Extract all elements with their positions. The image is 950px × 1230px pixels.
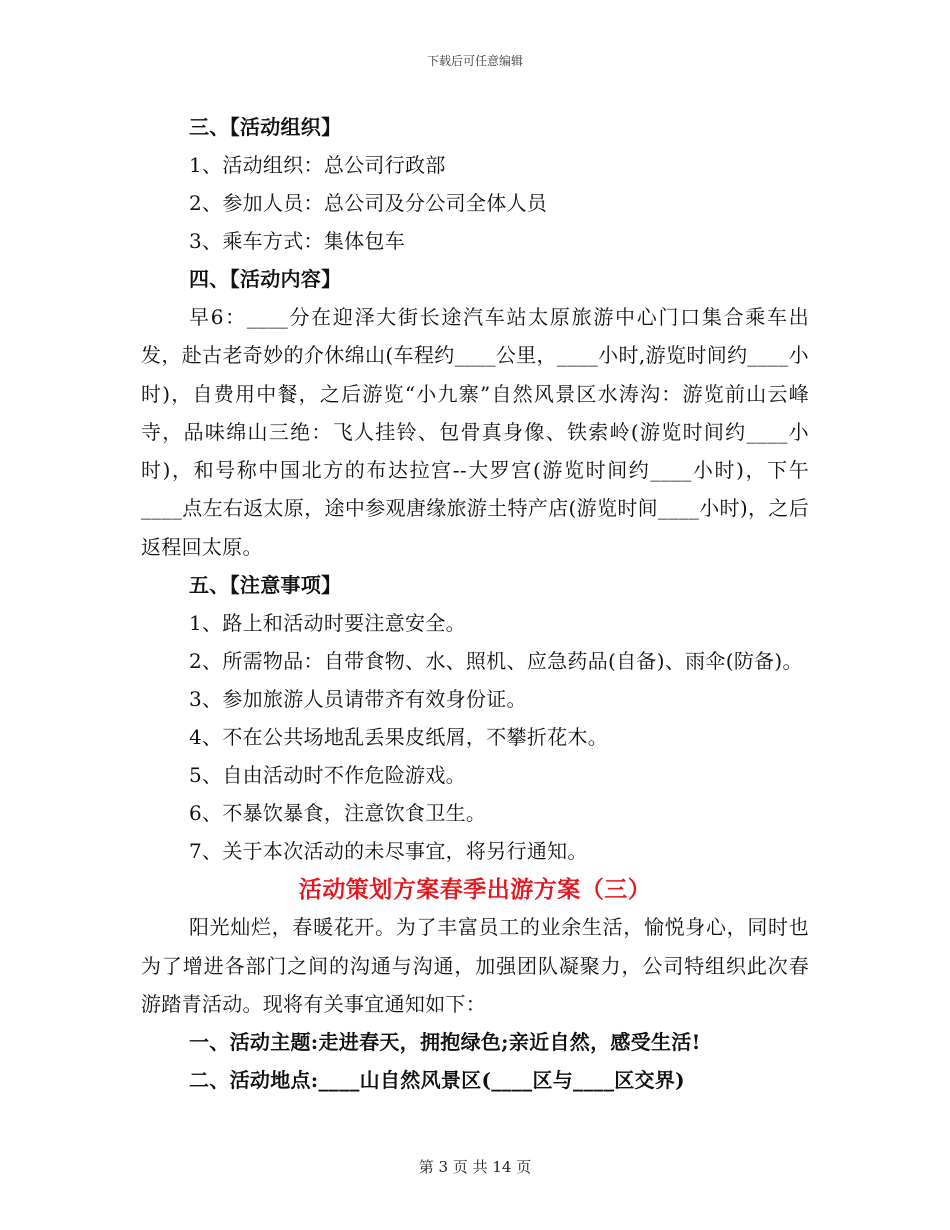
- page-header: 下载后可任意编辑: [426, 54, 523, 68]
- list-item: 2、所需物品：自带食物、水、照机、应急药品(自备)、雨伞(防备)。: [189, 649, 803, 674]
- list-item: 5、自由活动时不作危险游戏。: [189, 763, 466, 788]
- activity-content-paragraph: 早6：____分在迎泽大街长途汽车站太原旅游中心门口集合乘车出发，赴古老奇妙的介休绵山(车程约____公里，____小时,游览时间约____小时)，自费用中餐，之后游览“小九寨”自然风景区水涛沟：游览前山云峰寺，品味绵山三绝：飞人挂铃、包骨真身像、铁索岭(游览时间约____小时)，和号称中国北方的布达拉宫--大罗宫(游览时间约____小时)，下午____点左右返太原，途中参观唐缘旅游土特产店(游览时间____小时)，之后返程回太原。: [141, 305, 809, 559]
- section-heading-organization: 三、【活动组织】: [189, 115, 342, 139]
- list-item: 3、参加旅游人员请带齐有效身份证。: [189, 687, 527, 712]
- activity-location: 二、活动地点:____山自然风景区(____区与____区交界): [189, 1068, 685, 1093]
- section-heading-content: 四、【活动内容】: [189, 267, 342, 291]
- activity-theme: 一、活动主题:走进春天，拥抱绿色;亲近自然，感受生活!: [189, 1030, 701, 1055]
- intro-paragraph: 阳光灿烂，春暖花开。为了丰富员工的业余生活，愉悦身心，同时也为了增进各部门之间的沟通与沟通，加强团队凝聚力，公司特组织此次春游踏青活动。现将有关事宜通知如下：: [141, 915, 809, 1016]
- list-item: 6、不暴饮暴食，注意饮食卫生。: [189, 801, 487, 826]
- plan-title: 活动策划方案春季出游方案（三）: [298, 876, 652, 904]
- list-item: 3、乘车方式：集体包车: [189, 229, 406, 253]
- list-item: 7、关于本次活动的未尽事宜，将另行通知。: [189, 839, 588, 864]
- page-footer: 第 3 页 共 14 页: [418, 1158, 532, 1176]
- list-item: 4、不在公共场地乱丢果皮纸屑，不攀折花木。: [189, 725, 609, 750]
- list-item: 1、活动组织：总公司行政部: [189, 153, 446, 177]
- list-item: 1、路上和活动时要注意安全。: [189, 611, 466, 636]
- section-heading-notes: 五、【注意事项】: [189, 573, 342, 598]
- list-item: 2、参加人员：总公司及分公司全体人员: [189, 191, 548, 215]
- document-body: [141, 108, 809, 1099]
